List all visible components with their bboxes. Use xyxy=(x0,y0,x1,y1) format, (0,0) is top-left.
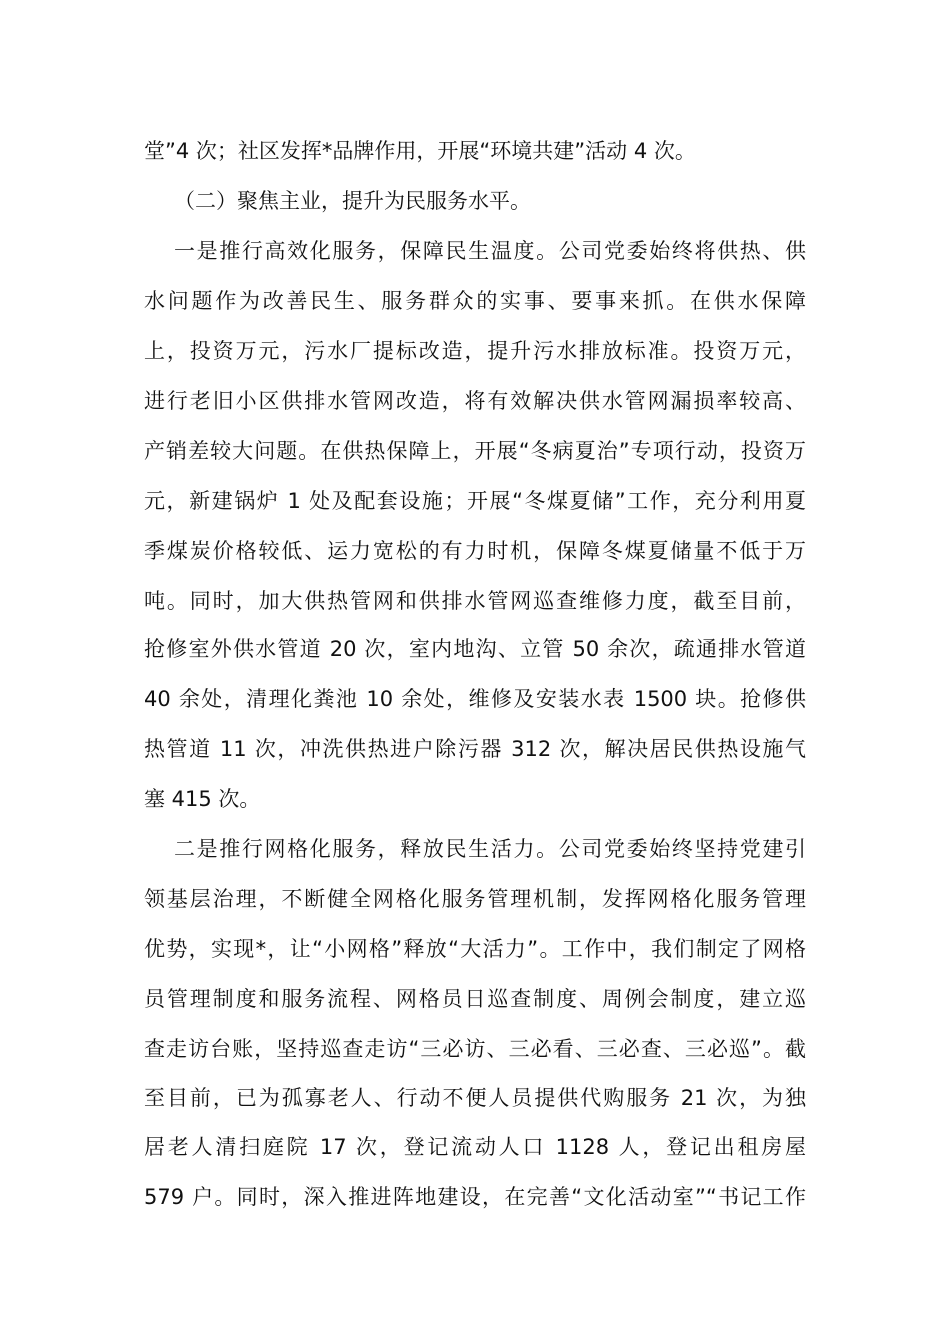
text-line: 水问题作为改善民生、服务群众的实事、要事来抓。在供水保障 xyxy=(144,289,806,313)
text-line: 进行老旧小区供排水管网改造，将有效解决供水管网漏损率较高、 xyxy=(144,389,806,413)
text-line: 二是推行网格化服务，释放民生活力。公司党委始终坚持党建引 xyxy=(174,837,806,861)
text-line: 查走访台账，坚持巡查走访“三必访、三必看、三必查、三必巡”。截 xyxy=(144,1037,806,1061)
text-line: 40 余处，清理化粪池 10 余处，维修及安装水表 1500 块。抢修供 xyxy=(144,687,806,711)
text-line: 堂”4 次；社区发挥*品牌作用，开展“环境共建”活动 4 次。 xyxy=(144,139,696,163)
text-line: 元，新建锅炉 1 处及配套设施；开展“冬煤夏储”工作，充分利用夏 xyxy=(144,489,806,513)
text-line: 上，投资万元，污水厂提标改造，提升污水排放标准。投资万元， xyxy=(144,339,806,363)
text-line: 热管道 11 次，冲洗供热进户除污器 312 次，解决居民供热设施气 xyxy=(144,737,806,761)
text-line: 吨。同时，加大供热管网和供排水管网巡查维修力度，截至目前， xyxy=(144,589,806,613)
text-line: 季煤炭价格较低、运力宽松的有力时机，保障冬煤夏储量不低于万 xyxy=(144,539,806,563)
section-heading: （二）聚焦主业，提升为民服务水平。 xyxy=(174,189,531,213)
text-line: 优势，实现*，让“小网格”释放“大活力”。工作中，我们制定了网格 xyxy=(144,937,806,961)
text-line: 至目前，已为孤寡老人、行动不便人员提供代购服务 21 次，为独 xyxy=(144,1086,806,1110)
text-line: 塞 415 次。 xyxy=(144,787,261,811)
text-line: 一是推行高效化服务，保障民生温度。公司党委始终将供热、供 xyxy=(174,239,806,263)
text-line: 产销差较大问题。在供热保障上，开展“冬病夏治”专项行动，投资万 xyxy=(144,439,806,463)
text-line: 员管理制度和服务流程、网格员日巡查制度、周例会制度，建立巡 xyxy=(144,987,806,1011)
text-line: 领基层治理，不断健全网格化服务管理机制，发挥网格化服务管理 xyxy=(144,887,806,911)
text-line: 居老人清扫庭院 17 次，登记流动人口 1128 人，登记出租房屋 xyxy=(144,1135,806,1159)
text-line: 抢修室外供水管道 20 次，室内地沟、立管 50 余次，疏通排水管道 xyxy=(144,637,806,661)
text-line: 579 户。同时，深入推进阵地建设，在完善“文化活动室”“书记工作 xyxy=(144,1185,806,1209)
